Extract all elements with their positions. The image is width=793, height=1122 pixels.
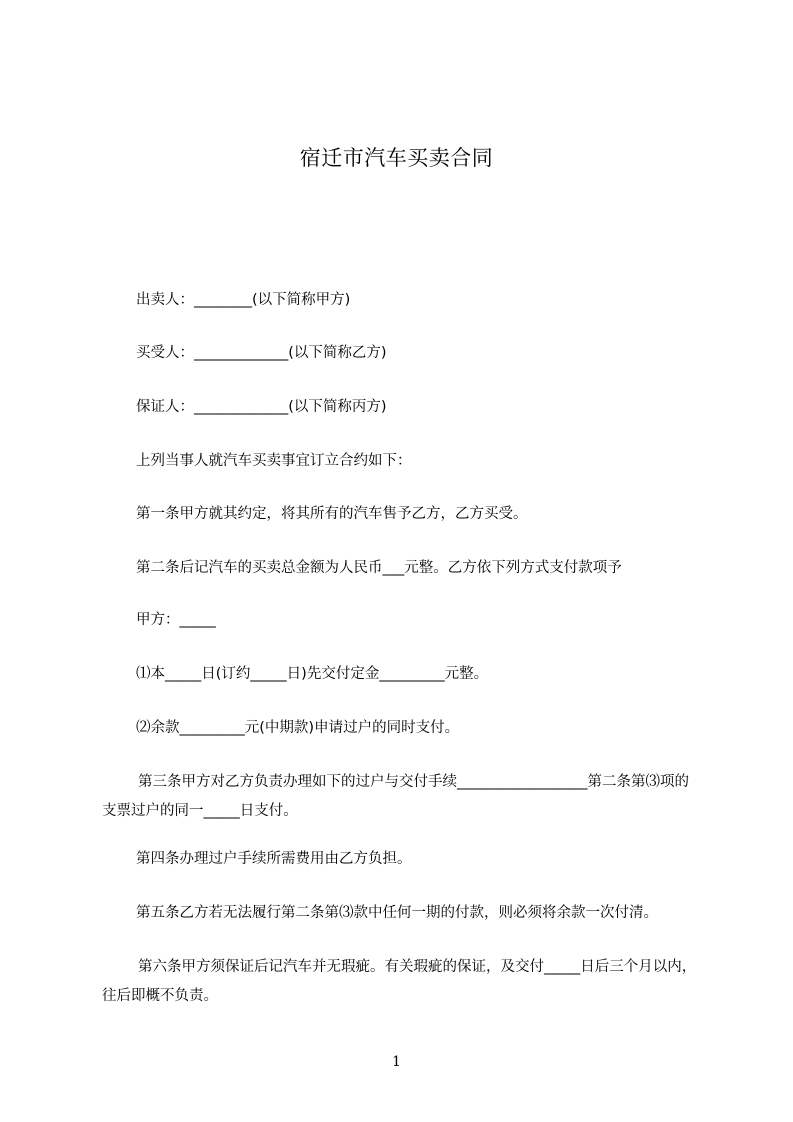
clause-article-4: 第四条办理过户手续所需费用由乙方负担。	[136, 851, 412, 867]
clause-seller: 出卖人：________(以下简称甲方)	[136, 292, 351, 308]
page-number: 1	[392, 1054, 401, 1070]
clause-article-2-item-2: ⑵余款_________元(中期款)申请过户的同时支付。	[136, 720, 460, 736]
clause-article-3: 第三条甲方对乙方负责办理如下的过户与交付手续__________________第二条第⑶项的支票过户的同一_____日支付。	[102, 774, 689, 819]
clause-article-5: 第五条乙方若无法履行第二条第⑶款中任何一期的付款，则必须将余款一次付清。	[136, 905, 658, 921]
clause-article-2: 第二条后记汽车的买卖总金额为人民币___元整。乙方依下列方式支付款项予	[136, 560, 622, 576]
clause-preamble: 上列当事人就汽车买卖事宜订立合约如下：	[136, 453, 412, 469]
clause-article-1: 第一条甲方就其约定，将其所有的汽车售予乙方，乙方买受。	[136, 506, 528, 522]
clause-buyer: 买受人：_____________(以下简称乙方)	[136, 345, 387, 361]
clause-guarantor: 保证人：_____________(以下简称丙方)	[136, 399, 387, 415]
clause-article-6: 第六条甲方须保证后记汽车并无瑕疵。有关瑕疵的保证，及交付_____日后三个月以内，往后即概不负责。	[102, 959, 697, 1004]
clause-article-2-item-1: ⑴本_____日(订约_____日)先交付定金_________元整。	[136, 666, 489, 682]
clause-article-2-party: 甲方：_____	[136, 612, 216, 628]
document-title: 宿迁市汽车买卖合同	[299, 146, 494, 170]
